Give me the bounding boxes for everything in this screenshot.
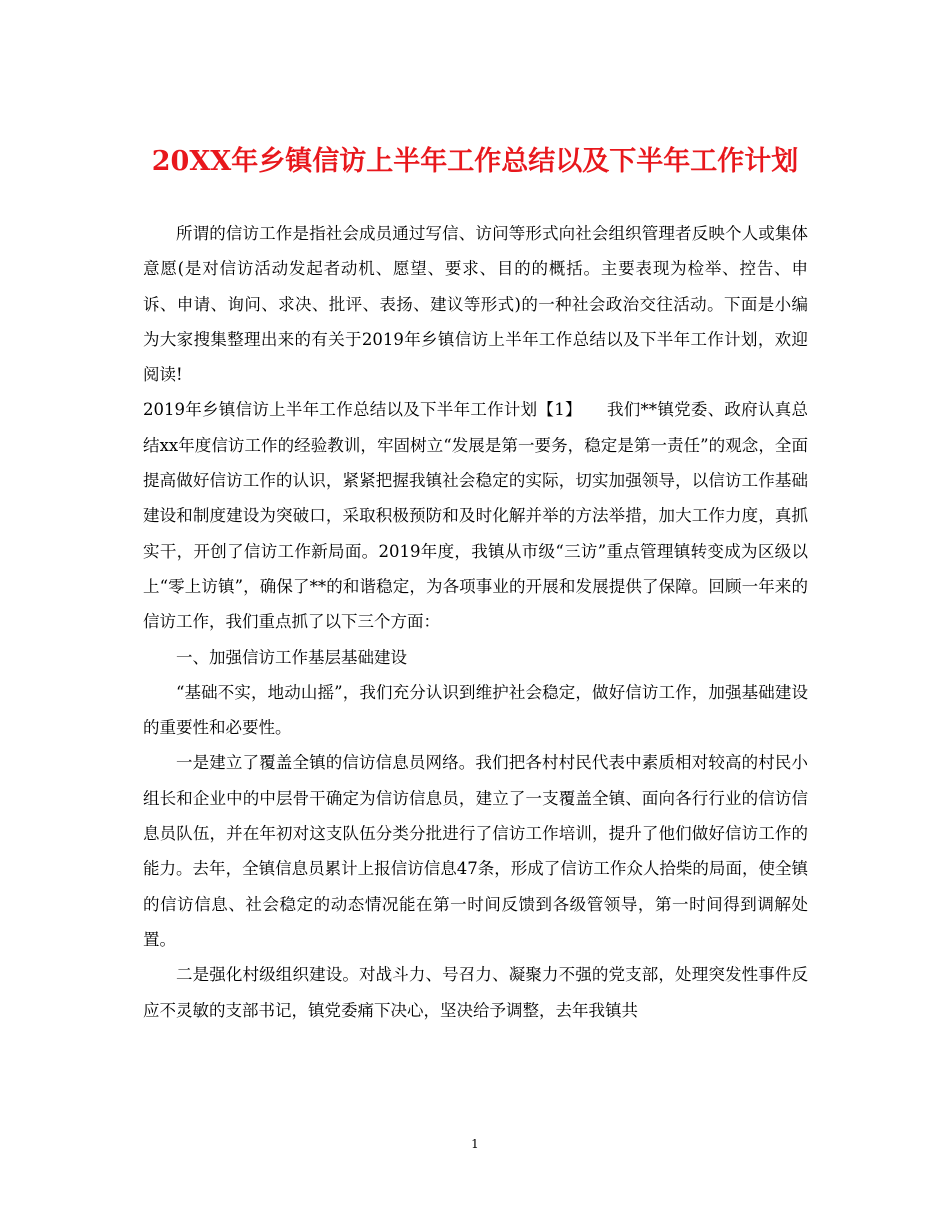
paragraph-section-heading-1: 2019年乡镇信访上半年工作总结以及下半年工作计划【1】 我们**镇党委、政府认真总结xx年度信访工作的经验教训，牢固树立“发展是第一要务，稳定是第一责任”的观念，全面提高做好信访工作的认识，紧紧把握我镇社会稳定的实际，切实加强领导，以信访工作基础建设和制度建设为突破口，采取积极预防和及时化解并举的方法举措，加大工作力度，真抓实干，开创了信访工作新局面。2019年度，我镇从市级“三访”重点管理镇转变成为区级以上“零上访镇”，确保了**的和谐稳定，为各项事业的开展和发展提供了保障。回顾一年来的信访工作，我们重点抓了以下三个方面： — [143, 400, 808, 632]
paragraph-intro: 所谓的信访工作是指社会成员通过写信、访问等形式向社会组织管理者反映个人或集体意愿(是对信访活动发起者动机、愿望、要求、目的的概括。主要表现为检举、控告、申诉、申请、询问、求决、批评、表扬、建议等形式)的一种社会政治交往活动。下面是小编为大家搜集整理出来的有关于2019年乡镇信访上半年工作总结以及下半年工作计划，欢迎阅读! — [143, 224, 808, 385]
document-title: 20XX年乡镇信访上半年工作总结以及下半年工作计划 — [151, 146, 799, 177]
paragraph-village-organization: 二是强化村级组织建设。对战斗力、号召力、凝聚力不强的党支部，处理突发性事件反应不灵敏的支部书记，镇党委痛下决心，坚决给予调整，去年我镇共 — [143, 965, 808, 1020]
document-body — [143, 216, 808, 1028]
page-number: 1 — [471, 1137, 479, 1151]
paragraph-foundation: “基础不实，地动山摇”，我们充分认识到维护社会稳定，做好信访工作，加强基础建设的重要性和必要性。 — [143, 682, 808, 738]
paragraph-informant-network: 一是建立了覆盖全镇的信访信息员网络。我们把各村村民代表中素质相对较高的村民小组长和企业中的中层骨干确定为信访信息员，建立了一支覆盖全镇、面向各行行业的信访信息员队伍，并在年初对这支队伍分类分批进行了信访工作培训，提升了他们做好信访工作的能力。去年，全镇信息员累计上报信访信息47条，形成了信访工作众人拾柴的局面，使全镇的信访信息、社会稳定的动态情况能在第一时间反馈到各级管领导，第一时间得到调解处置。 — [143, 753, 808, 949]
paragraph-heading-basic-construction: 一、加强信访工作基层基础建设 — [176, 647, 407, 667]
